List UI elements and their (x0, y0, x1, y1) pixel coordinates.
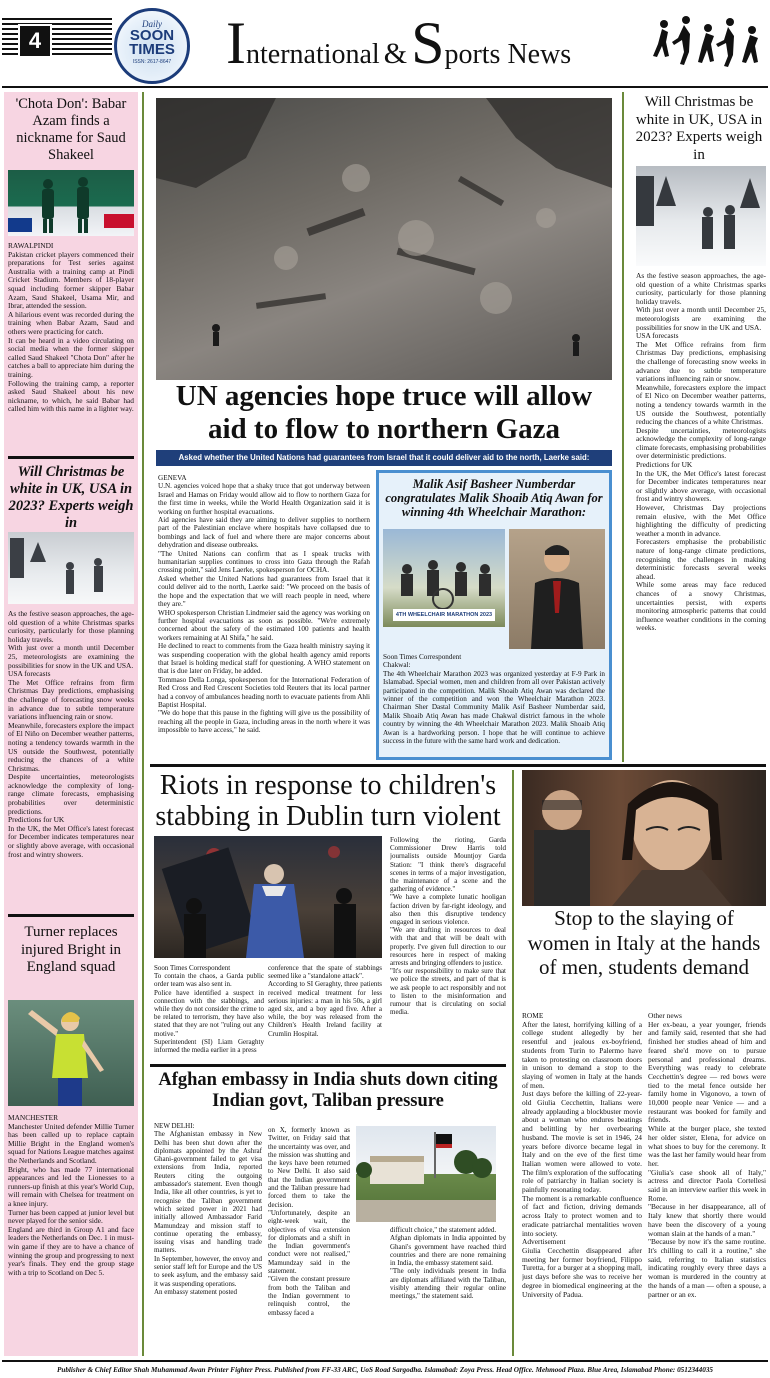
marathon-photo-right (509, 529, 605, 649)
logo-times: TIMES (129, 41, 175, 58)
left-column (4, 92, 138, 1356)
babar-photo (8, 170, 134, 236)
column-rule (512, 770, 514, 1356)
afghan-headline: Afghan embassy in India shuts down citing Indian govt, Taliban pressure (158, 1070, 498, 1111)
turner-dateline: MANCHESTER (8, 1114, 59, 1122)
afghan-col3: difficult choice," the statement added. Afghan diplomats in India appointed by Ghani's government have reached third countries and there are none remaining in India, the embassy statement said. "The only individuals present in India are diplomats affiliated with the Taliban, visibly attending their regular online meetings," the statement said. (390, 1226, 506, 1301)
logo (114, 8, 190, 84)
afghan-col2: on X, formerly known as Twitter, on Friday said that the uncertainty was over, and the mission was shutting and the keys have been returned to New Delhi. It also said that the Indian government and the Taliban pressure had forced them to take the decision. "Unfortunately, despite an eight-week wait, the objectives of visa extension for diplomats and a shift in the Indian government's conduct were not realised," Mamundzay said in the statement. "Given the constant pressure from both the Taliban and the Indian government to relinquish control, the embassy faced a (268, 1126, 350, 1317)
marathon-photo-left (383, 529, 505, 627)
divider (150, 764, 766, 767)
marathon-headline: Malik Asif Basheer Numberdar congratulates Malik Shoaib Atiq Awan for winning 4th Wheelchair Marathon: (385, 477, 603, 519)
page-number: 4 (28, 28, 42, 53)
marathon-article: Soon Times Correspondent Chakwal: The 4th Wheelchair Marathon 2023 was organized yesterday at F-9 Park in Islamabad. Special women, men and children from all over Pakistan actively participated in the competition. Malik Shoaib Atiq Awan was declared the winner of the competition and won the Wheelchair Marathon 2023. Chairman Sher Dastal Community Malik Asif Basheer Numberdar said, Malik Shoaib Atiq Awan has made Chakwal district famous in the whole country by winning the 4th Wheelchair Marathon 2023. Malik Shoaib Atiq Awan is a hardworking person. I hope that he will continue to achieve success in the future with the same hard work and dedication. (383, 653, 605, 746)
italy-col2: Other news Her ex-beau, a year younger, friends and family said, resented that she had finished her studies ahead of him and feared she'd move on to pursue personal and professional dreams. Everything was ready to celebrate Cecchettin's degree — red bows were tied to the metal fence outside her family home in Vigonovo, a town of 10,000 people near Venice — and a restaurant was booked for family and friends. While at the burger place, she texted her older sister, Elena, for advice on what shoes to buy for the ceremony. It was the last her family would hear from her. "Giulia's case shook all of Italy," actress and director Paola Cortellesi said in an interview earlier this week in Rome. "Because in her disappearance, all of Italy knew that shortly there would have been the discovery of a young woman slain at the hands of a man." "Because by now it's the same routine. It's chilling to call it a routine," she said, referring to Italian statistics indicating roughly every three days a woman is murdered in the country at the hands of a man — often a spouse, a partner or an ex. (648, 1012, 766, 1299)
masthead-rule (2, 86, 768, 88)
dublin-headline: Riots in response to children's stabbing in Dublin turn violent (155, 770, 501, 832)
turner-headline: Turner replaces injured Bright in England squad (21, 924, 121, 975)
gaza-dateline: GENEVA (158, 474, 187, 482)
afghan-col1: NEW DELHI: The Afghanistan embassy in New Delhi has been shut down after the diplomats appointed by the Ashraf Ghani-government failed to get visa extensions from India, reported Reuters citing the outgoing ambassador's statement. Even though India, like all other countries, is yet to recognise the Taliban government which seized power in 2021 had initially allowed Ambassador Farid Mamundzay and mission staff to continue operating the embassy, issuing visas and handling trade matters. In September, however, the envoy and senior staff left for Europe and the US to seek asylum, and the embassy said it was suspending operations. An embassy statement posted (154, 1122, 262, 1296)
logo-issn: ISSN: 2617-8647 (132, 59, 172, 65)
afghan-dateline: NEW DELHI: (154, 1122, 195, 1130)
logo-soon: SOON (129, 27, 175, 44)
marathon-dateline: Chakwal: (383, 661, 411, 670)
logo-daily: Daily (142, 19, 162, 29)
turner-article: MANCHESTER Manchester United defender Millie Turner has been called up to replace captain Millie Bright in the England women's squad for Nations League matches against the Netherlands and Scotland. Bright, who has made 77 international appearances and led the Lionesses to a runners-up finish at this year's World Cup, will remain with Chelsea for treatment on a knee injury. Turner has been capped at junior level but never played for the senior side. England are third in Group A1 and face leaders the Netherlands on Dec. 1 in must-win game if they are to have a chance of winning the group and progressing to next year's finals. They end the group stage with a trip to Scotland on Dec 5. (8, 1114, 134, 1277)
divider (150, 1064, 506, 1067)
column-rule (142, 92, 144, 1356)
dublin-col2: conference that the spate of stabbings seemed like a "standalone attack". According to SI Geraghty, three patients received medical treatment for less serious injuries: a man in his 50s, a girl aged six, and a boy aged five. After a while, the boy was released from the Children's Health Ireland facility at Crumlin Hospital. (268, 964, 382, 1038)
right-christmas-photo (636, 166, 766, 266)
italy-photo (522, 770, 766, 906)
christmas-left-photo (8, 532, 134, 604)
italy-headline: Stop to the slaying of women in Italy at the hands of men, students demand (527, 906, 761, 979)
christmas-left-headline: Will Christmas be white in UK, USA in 2023? Experts weigh in (8, 464, 134, 531)
marathon-byline: Soon Times Correspondent (383, 653, 462, 661)
marathon-banner: 4TH WHEELCHAIR MARATHON 2023 (393, 609, 495, 621)
afghan-photo (356, 1126, 496, 1222)
christmas-left-article: As the festive season approaches, the age-old question of a white Christmas sparks curiosity, particularly for those planning holiday travels. With just over a month until December 25, meteorologists are examining the possibilities for snow in the UK and USA. USA forecasts The Met Office refrains from firm Christmas Day predictions, emphasising the challenge of forecasting snow weeks in advance due to subtle temperature variations influencing rain or snow. Meanwhile, forecasters explore the impact of El Niño on December weather patterns, noting a tendency towards warmth in the US outside the Southwest, potentially reducing the chances of a white Christmas. Despite uncertainties, meteorologists acknowledge the complexity of long-range climate forecasts, emphasising probabilities over deterministic predictions. Predictions for UK In the UK, the Met Office's latest forecast for December indicates temperatures near or slightly above average, with occasional frost and wintry showers. (8, 610, 134, 859)
babar-headline: 'Chota Don': Babar Azam finds a nickname for Saud Shakeel (15, 96, 127, 163)
marathon-box (376, 470, 612, 760)
sports-figures-icon (650, 12, 766, 72)
italy-col1: ROME After the latest, horrifying killing of a college student allegedly by her resentful and jealous ex-boyfriend, students from Turin to Palermo have taken to protesting on classroom doors in unison to demand a stop to the slaying of women in Italy at the hands of men. Just days before the killing of 22-year-old Giulia Cecchettin, Italians were already applauding a blockbuster movie about a woman who endures beatings and belittling by her overbearing husband. The movie is set in 1946, 24 years before divorce became legal in Italy and on the eve of the first time Italian women were allowed to vote. The film's exploration of the suffocating role of patriarchy in Italian society is painfully resonating today. The moment is a remarkable confluence of fact and fiction, driving demands across Italy to protect women and to eradicate patriarchal mentalities woven into society. Advertisement Giulia Cecchettin disappeared after meeting her former boyfriend, Filippo Turetta, for a burger at a shopping mall, just days before she was to receive her degree in biomedical engineering at the University of Padua. (522, 1012, 642, 1299)
right-christmas-headline: Will Christmas be white in UK, USA in 2023? Experts weigh in (635, 94, 763, 163)
section-title: International &Sports News (226, 10, 572, 76)
turner-photo (8, 1000, 134, 1106)
right-christmas-article: As the festive season approaches, the age-old question of a white Christmas sparks curiosity, particularly for those planning holiday travels. With just over a month until December 25, meteorologists are examining the possibilities for snow in the UK and USA. USA forecasts The Met Office refrains from firm Christmas Day predictions, emphasising the challenge of forecasting snow weeks in advance due to subtle temperature variations influencing rain or snow. Meanwhile, forecasters explore the impact of El Nico on December weather patterns, noting a tendency towards warmth in the US outside the Southwest, potentially reducing the chances of a white Christmas. Despite uncertainties, meteorologists acknowledge the complexity of long-range climate forecasts, emphasising probabilities over deterministic predictions. Predictions for UK In the UK, the Met Office's latest forecast for December indicates temperatures near or slightly above average, with occasional frost and wintry showers. However, Christmas Day projections remain elusive, with the Met Office highlighting the difficulty of predicting weather a month in advance. Forecasters emphasise the probabilistic nature of long-range climate predictions, recognising the challenges in making deterministic forecasts several weeks ahead. While some areas may face reduced chances of a snowy Christmas, uncertainties persist, with experts monitoring atmospheric patterns that could influence weather conditions in the coming weeks. (636, 272, 766, 633)
gaza-article: GENEVA U.N. agencies voiced hope that a shaky truce that got underway between Israel and Hamas on Friday would allow aid to flow to northern Gaza for the first time in weeks, while the World Health Organization said it is working on further hospital evacuations. Aid agencies have said they are aiming to deliver supplies to northern part of the Palestinian enclave where hospitals have collapsed due to bombings and lack of fuel and where there are major concerns about dehydration and disease outbreaks. "The United Nations can confirm that as I speak trucks with humanitarian supplies continues to cross into Gaza through the Rafah crossing point," said Jens Laerke, spokesperson for OCHA. Asked whether the United Nations had guarantees from Israel that it could deliver aid to the north, Laerke said: "We proceed on the basis of the hope and the expectation that we will reach people in need, where they are." WHO spokesperson Christian Lindmeier said the agency was working on further hospital evacuations as soon as possible. "We're extremely concerned about the safety of the estimated 100 patients and health workers remaining at Al Shifa," he said. He declined to react to comments from the Gaza health ministry saying it was suspending cooperation with the global health agency amid reports that Israel is holding medical staff for questioning. A WHO statement on that is due later on Friday, he added. Tommaso Della Longa, spokesperson for the International Federation of Red Cross and Red Crescent Societies told Reuters that its local partner had a convoy of ambulances heading north to evacuate patients from Ahli Baptist Hospital. "We do hope that this pause in the fighting will give us the possibility of reaching all the people in Gaza, including areas in the north where it was impossible to have access," he said. (158, 474, 370, 735)
gaza-strap: Asked whether the United Nations had guarantees from Israel that it could deliver aid to the north, Laerke said: (156, 450, 612, 466)
gaza-headline: UN agencies hope truce will allow aid to flow to northern Gaza (175, 380, 593, 445)
gaza-photo (156, 98, 612, 380)
dublin-byline: Soon Times Correspondent (154, 964, 231, 972)
footer-imprint: Publisher & Chief Editor Shah Muhammad Awan Printer Fighter Press. Published from FF-33 ARC, UoS Road Sargodha. Islamabad: Zoya Press. Head Office. Mehmood Plaza. Blue Area, Islamabad Phone: 0512344035 (56, 1366, 714, 1374)
dublin-col1: Soon Times Correspondent To contain the chaos, a Garda public order team was also sent in. Police have identified a suspect in connection with the stabbings, and while they do not consider the crime to be related to terrorism, they have also stated that they are not "ruling out any motive." Superintendent (SI) Liam Geraghty informed the media earlier in a press (154, 964, 264, 1055)
page-number-box (18, 24, 52, 58)
divider (8, 914, 134, 917)
divider (8, 456, 134, 459)
babar-dateline: RAWALPINDI (8, 242, 54, 250)
footer-rule (2, 1360, 768, 1362)
dublin-photo (154, 836, 382, 958)
dublin-col3: Following the rioting, Garda Commissioner Drew Harris told journalists outside Mountjoy Garda Station: "I think there's disgraceful scenes in terms of a major investigation, the maintenance of a scene and the gathering of evidence." "We have a complete lunatic hooligan faction driven by far-right ideology, and also then this disruptive tendency engaged in serious violence. "We are drafting in resources to deal with that and that will be dealt with properly. I've given full direction to our resources here in respect of making arrests and bringing offenders to justice. "It's our responsibility to make sure that we police the streets, and part of that is we ask people to act responsibly and not to listen to the misinformation and rumour that is circulating on social media. (390, 836, 506, 1017)
babar-article: RAWALPINDI Pakistan cricket players commenced their preparations for Test series against Australia with a training camp at Pindi Cricket Stadium. Members of 18-player squad including former skipper Babar Azam, Saud Shakeel, Usama Mir, and Ibrar, attended the session. A hilarious event was recorded during the training when Babar Azam, Saud and others were practicing for catch. It can be heard in a video circulating on social media when the former skipper called Saud Shakeel "Chota Don" after he catches a ball to appreciate him during the training. Following the training camp, a reporter asked Saud Shakeel about his new nickname, to which, he said Babar had called him with this name in a lighter way. (8, 242, 134, 414)
column-rule (622, 92, 624, 762)
masthead (0, 0, 770, 88)
italy-dateline: ROME (522, 1012, 544, 1020)
